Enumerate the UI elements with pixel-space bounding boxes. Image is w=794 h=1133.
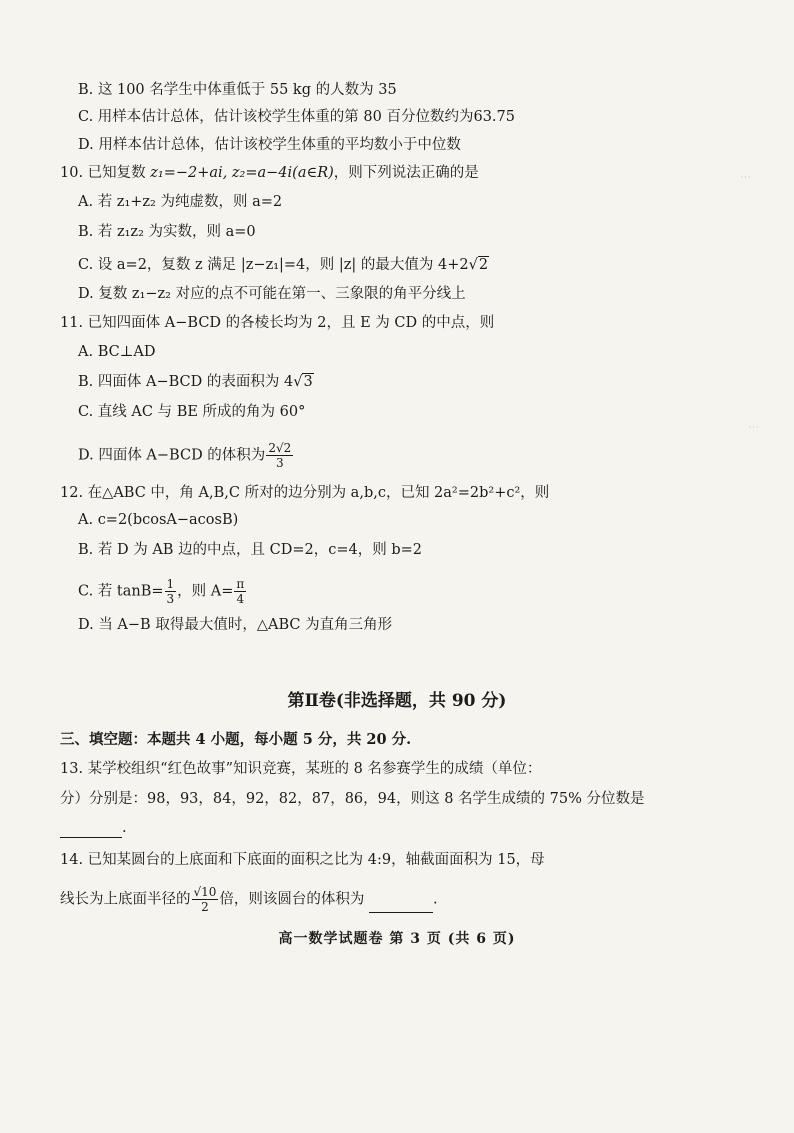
part-2-title: 第Ⅱ卷(非选择题，共 90 分) (287, 691, 507, 711)
fill-section-title: 三、填空题：本题共 4 小题，每小题 5 分，共 20 分. (60, 731, 412, 748)
angle-a-fraction (234, 578, 246, 605)
q13-end-period: . (122, 820, 127, 836)
q12-option-c-mid: ，则 A= (177, 583, 234, 600)
fraction-denominator: 4 (236, 592, 245, 606)
q13-line-2: 分）分别是：98，93，84，92，82，87，86，94，则这 8 名学生成绩的 75% 分位数是 (60, 791, 645, 807)
tanb-fraction (165, 578, 177, 605)
q14-line-2-pre: 线长为上底面半径的 (60, 891, 191, 908)
fraction-denominator: 3 (275, 456, 284, 470)
q10-option-a: A. 若 z₁+z₂ 为纯虚数，则 a=2 (78, 194, 283, 210)
q14-line-2 (60, 886, 438, 913)
q9-option-c: C. 用样本估计总体，估计该校学生体重的第 80 百分位数约为63.75 (78, 109, 515, 125)
q10-stem (60, 163, 479, 183)
fraction-numerator: 1 (166, 577, 175, 591)
q10-option-c: C. 设 a=2，复数 z 满足 |z−z₁|=4，则 |z| 的最大值为 4+2√2 (78, 257, 489, 273)
bleed-through-mark: ⋯ (740, 170, 751, 183)
q13-line-1: 13. 某学校组织“红色故事”知识竞赛，某班的 8 名参赛学生的成绩（单位： (60, 761, 542, 777)
fraction-numerator: π (236, 577, 245, 591)
q13-answer-blank (60, 823, 122, 838)
q10-stem-a: 10. 已知复数 (60, 165, 151, 181)
q12-option-d: D. 当 A−B 取得最大值时，△ABC 为直角三角形 (78, 617, 393, 633)
q11-option-a: A. BC⊥AD (78, 344, 156, 360)
q11-option-b-text: B. 四面体 A−BCD 的表面积为 4 (78, 374, 294, 390)
q9-option-b: B. 这 100 名学生中体重低于 55 kg 的人数为 35 (78, 82, 397, 98)
q10-stem-formula: z₁=−2+ai, z₂=a−4i(a∈R) (150, 165, 334, 181)
q12-option-b: B. 若 D 为 AB 边的中点，且 CD=2，c=4，则 b=2 (78, 542, 423, 558)
q12-stem: 12. 在△ABC 中，角 A,B,C 所对的边分别为 a,b,c，已知 2a²=2b²+c²，则 (60, 485, 550, 501)
q14-answer-blank (369, 898, 433, 913)
fraction-denominator: 3 (166, 592, 175, 606)
q13-answer-line (60, 818, 127, 838)
q10-option-c-text: C. 设 a=2，复数 z 满足 |z−z₁|=4，则 |z| 的最大值为 4+2 (78, 257, 469, 273)
q11-option-b-radicand: 3 (303, 374, 313, 390)
fraction-numerator: 2√2 (268, 441, 292, 455)
q12-option-a: A. c=2(bcosA−acosB) (78, 512, 239, 528)
q11-option-b: B. 四面体 A−BCD 的表面积为 4√3 (78, 374, 313, 390)
q10-option-b: B. 若 z₁z₂ 为实数，则 a=0 (78, 224, 256, 240)
q10-stem-c: ，则下列说法正确的是 (333, 165, 479, 181)
bleed-through-mark: ⋯ (748, 420, 759, 433)
q9-option-d: D. 用样本估计总体，估计该校学生体重的平均数小于中位数 (78, 137, 461, 153)
fraction-numerator: √10 (193, 885, 217, 899)
q12-option-c (78, 578, 247, 605)
q11-volume-fraction (266, 442, 293, 469)
q14-ratio-fraction (192, 886, 219, 913)
page-footer: 高一数学试题卷 第 3 页 (共 6 页) (278, 931, 516, 947)
q14-line-2-post: 倍，则该圆台的体积为 (219, 891, 365, 908)
q11-option-d-text: D. 四面体 A−BCD 的体积为 (78, 447, 266, 464)
q11-stem: 11. 已知四面体 A−BCD 的各棱长均为 2，且 E 为 CD 的中点，则 (60, 315, 495, 331)
fraction-denominator: 2 (201, 900, 209, 914)
q12-option-c-text: C. 若 tanB= (78, 583, 164, 600)
q11-option-c: C. 直线 AC 与 BE 所成的角为 60° (78, 404, 306, 420)
q14-end-period: . (433, 891, 438, 908)
q10-option-d: D. 复数 z₁−z₂ 对应的点不可能在第一、三象限的角平分线上 (78, 286, 466, 302)
q10-option-c-radicand: 2 (478, 257, 489, 273)
q14-line-1: 14. 已知某圆台的上底面和下底面的面积之比为 4:9，轴截面面积为 15，母 (60, 852, 545, 868)
q11-option-d (78, 442, 294, 469)
